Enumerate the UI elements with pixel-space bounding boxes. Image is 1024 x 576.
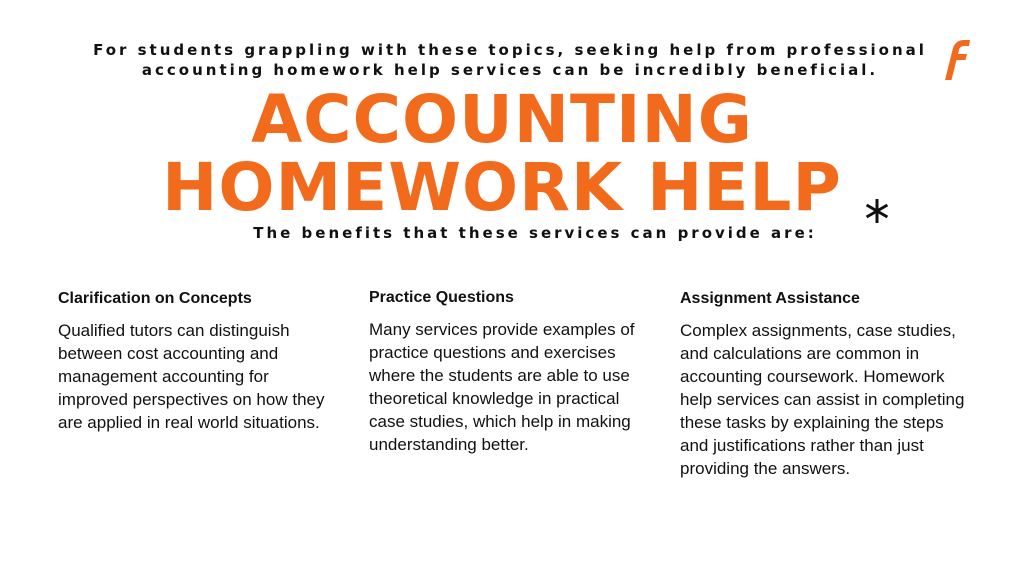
- benefit-heading: Practice Questions: [369, 289, 514, 306]
- benefit-column-practice: [369, 288, 654, 456]
- title-line-2: HOMEWORK HELP: [162, 149, 842, 226]
- benefit-column-assignment: [680, 289, 965, 480]
- subtitle: The benefits that these services can provide are:: [253, 224, 817, 242]
- orange-f-logo-icon: [937, 36, 971, 82]
- benefit-body: Qualified tutors can distinguish between cost accounting and management accounting for improved perspectives on how they are applied in real world situations.: [58, 321, 325, 432]
- benefit-column-clarification: [58, 289, 343, 434]
- asterisk-icon: [862, 196, 892, 226]
- benefit-heading: Assignment Assistance: [680, 290, 860, 307]
- benefit-body: Many services provide examples of practice questions and exercises where the students are able to use theoretical knowledge in practical case studies, which help in making understanding better.: [369, 320, 635, 454]
- benefit-heading: Clarification on Concepts: [58, 290, 252, 307]
- title-line-1: ACCOUNTING: [251, 81, 753, 158]
- benefit-body: Complex assignments, case studies, and calculations are common in accounting coursework. Homework help services can assist in completing these tasks by explaining the steps and justifications rather than just providing the answers.: [680, 321, 965, 478]
- intro-text: For students grappling with these topics, seeking help from professional accounting homework help services can be incredibly beneficial.: [93, 41, 927, 79]
